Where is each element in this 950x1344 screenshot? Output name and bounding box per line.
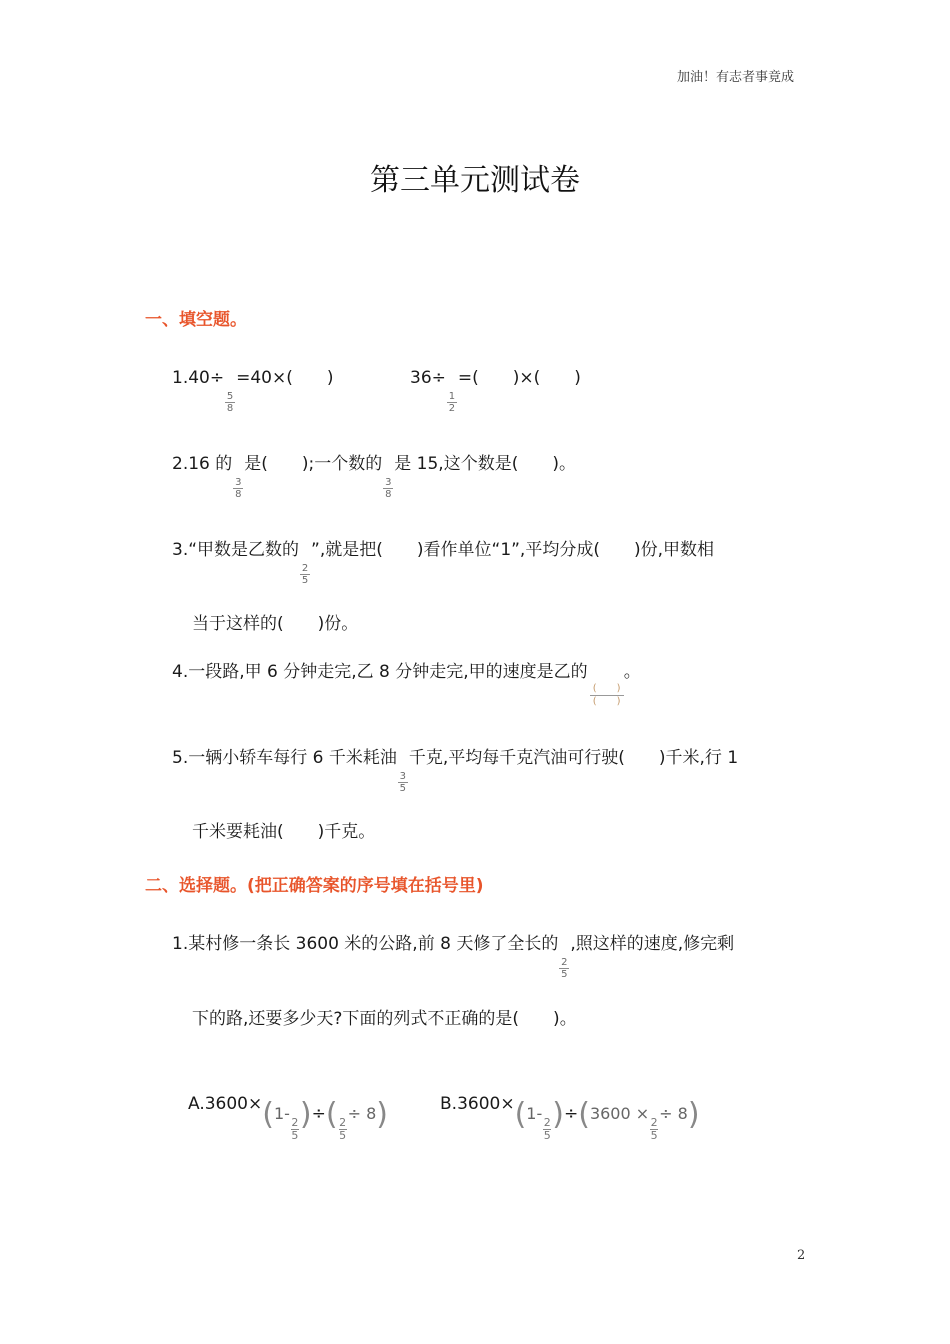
answer-box-bottom: ( ) [592, 696, 621, 707]
question-text: 2.16 的 [172, 454, 233, 474]
question-text: ”,就是把( )看作单位“1”,平均分成( )份,甲数相 [311, 540, 715, 560]
fraction-numerator: 5 [226, 391, 234, 402]
question-5 [172, 746, 738, 794]
fraction-numerator: 3 [385, 477, 392, 488]
question-3-continuation: 当于这样的( )份。 [192, 614, 359, 634]
question-text: 千克,平均每千克汽油可行驶( )千米,行 1 [408, 748, 739, 768]
fraction-denominator: 5 [339, 1129, 347, 1142]
expr-text: 1- [273, 1104, 290, 1123]
option-expression [514, 1097, 700, 1142]
option-expression [262, 1097, 388, 1142]
fraction [291, 1117, 299, 1142]
fraction-denominator: 5 [543, 1129, 551, 1142]
option-label: B.3600× [440, 1094, 515, 1114]
choice-question-1-continuation: 下的路,还要多少天?下面的列式不正确的是( )。 [192, 1009, 577, 1029]
fraction-numerator: 1 [448, 391, 456, 402]
paren-open: ( [325, 1097, 338, 1132]
fraction [447, 391, 457, 414]
expr-text: ÷ 8 [659, 1104, 688, 1123]
question-text: 1.40÷ [172, 368, 225, 388]
fraction-denominator: 8 [385, 489, 392, 500]
fraction [650, 1117, 658, 1142]
question-text: =40×( ) [236, 368, 334, 388]
fraction-denominator: 8 [226, 403, 234, 414]
fraction-denominator: 8 [235, 489, 242, 500]
question-3 [172, 538, 714, 586]
question-5-continuation: 千米要耗油( )千克。 [192, 822, 376, 842]
answer-box-top: ( ) [592, 683, 621, 694]
page-number: 2 [797, 1248, 806, 1263]
fraction [398, 771, 408, 794]
fraction [559, 957, 569, 980]
expr-text: ÷ [563, 1104, 579, 1124]
fraction-numerator: 3 [399, 771, 407, 782]
fraction [225, 391, 235, 414]
question-text: 4.一段路,甲 6 分钟走完,乙 8 分钟走完,甲的速度是乙的 [172, 662, 588, 682]
fraction-denominator: 5 [650, 1129, 658, 1142]
fraction-numerator: 2 [650, 1116, 658, 1129]
fraction-numerator: 2 [301, 563, 309, 574]
option-a [188, 1092, 388, 1142]
paren-open: ( [262, 1097, 274, 1132]
fraction-denominator: 5 [301, 575, 309, 586]
paren-close: ) [299, 1097, 312, 1132]
option-label: A.3600× [188, 1094, 263, 1114]
question-text: =( )×( ) [457, 368, 581, 388]
question-text: 是 15,这个数是( )。 [394, 454, 576, 474]
fraction-denominator: 5 [291, 1129, 299, 1142]
fraction-numerator: 3 [235, 477, 242, 488]
paren-open: ( [514, 1097, 527, 1132]
question-4 [172, 660, 641, 708]
fraction-numerator: 2 [561, 957, 568, 968]
fraction [543, 1117, 551, 1142]
expr-text: 3600 × [589, 1104, 650, 1123]
question-text: 是( );一个数的 [244, 454, 383, 474]
fraction [233, 477, 243, 500]
paren-close: ) [687, 1097, 700, 1132]
section-heading-fill-blank: 一、填空题。 [145, 310, 247, 330]
question-2 [172, 452, 576, 500]
answer-fraction-box [590, 683, 624, 708]
question-1b [410, 366, 581, 414]
question-1a [172, 366, 334, 414]
fraction-denominator: 5 [399, 783, 407, 794]
fraction-denominator: 5 [561, 969, 568, 980]
expr-text: ÷ [311, 1104, 326, 1124]
fraction [339, 1117, 347, 1142]
question-text: 1.某村修一条长 3600 米的公路,前 8 天修了全长的 [172, 934, 559, 954]
expr-text: ÷ 8 [347, 1104, 377, 1123]
fraction [300, 563, 310, 586]
question-text: 36÷ [410, 368, 446, 388]
section-heading-multiple-choice: 二、选择题。(把正确答案的序号填在括号里) [145, 876, 484, 896]
choice-question-1 [172, 932, 734, 980]
option-b [440, 1092, 700, 1142]
page-title: 第三单元测试卷 [370, 163, 580, 198]
question-text: 5.一辆小轿车每行 6 千米耗油 [172, 748, 397, 768]
fraction-numerator: 2 [291, 1116, 299, 1129]
fraction-numerator: 2 [543, 1116, 551, 1129]
question-text: 。 [623, 662, 641, 682]
expr-text: 1- [526, 1104, 543, 1123]
paren-open: ( [578, 1097, 590, 1132]
question-text: ,照这样的速度,修完剩 [570, 934, 735, 954]
question-text: 3.“甲数是乙数的 [172, 540, 300, 560]
paren-close: ) [552, 1097, 564, 1132]
fraction-denominator: 2 [448, 403, 456, 414]
header-motto: 加油！有志者事竟成 [677, 70, 795, 85]
fraction [383, 477, 393, 500]
fraction-numerator: 2 [339, 1116, 347, 1129]
paren-close: ) [376, 1097, 388, 1132]
